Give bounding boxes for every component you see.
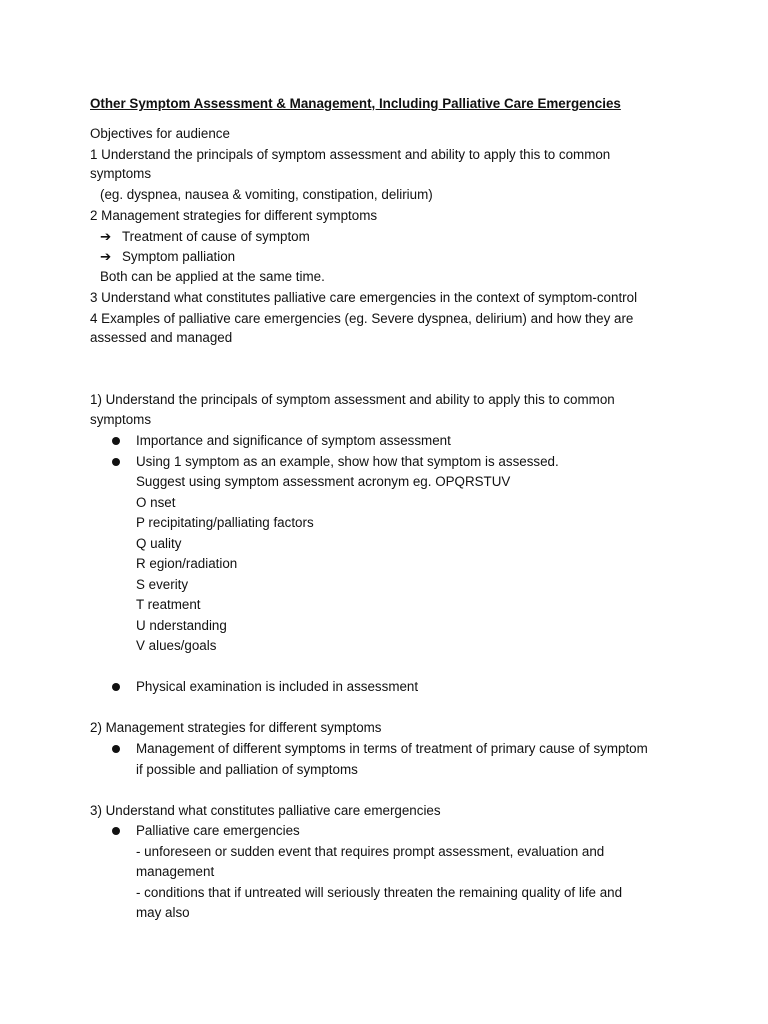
definition-line: - unforeseen or sudden event that requires prompt assessment, evaluation and <box>136 844 605 859</box>
list-item: Management of different symptoms in terms of treatment of primary cause of symptom <box>136 739 648 759</box>
acronym-item: Q uality <box>136 536 182 551</box>
bullet-icon <box>112 745 120 753</box>
objective-1-cont: symptoms <box>90 166 152 181</box>
definition-line: - conditions that if untreated will seriously threaten the remaining quality of life and <box>136 885 623 900</box>
list-item-cont: if possible and palliation of symptoms <box>136 762 358 777</box>
list-item: Importance and significance of symptom assessment <box>136 431 451 451</box>
acronym-item: V alues/goals <box>136 638 217 653</box>
section-1-heading: 1) Understand the principals of symptom assessment and ability to apply this to common <box>90 392 615 407</box>
arrow-right-icon: ➔ <box>100 229 112 244</box>
definition-line: may also <box>136 905 190 920</box>
objective-2-sub-a: ➔ Treatment of cause of symptom <box>100 227 310 247</box>
objective-1-examples: (eg. dyspnea, nausea & vomiting, constipation, delirium) <box>100 187 433 202</box>
document-title: Other Symptom Assessment & Management, Including Palliative Care Emergencies <box>90 96 621 111</box>
acronym-item: T reatment <box>136 597 201 612</box>
list-item: Physical examination is included in assessment <box>136 677 418 697</box>
section-2-heading: 2) Management strategies for different symptoms <box>90 720 382 735</box>
definition-line: management <box>136 864 215 879</box>
objective-2-note: Both can be applied at the same time. <box>100 269 325 284</box>
acronym-item: R egion/radiation <box>136 556 238 571</box>
section-3-heading: 3) Understand what constitutes palliative care emergencies <box>90 803 441 818</box>
objective-4: 4 Examples of palliative care emergencies (eg. Severe dyspnea, delirium) and how they are <box>90 311 634 326</box>
acronym-item: U nderstanding <box>136 618 227 633</box>
list-item: Palliative care emergencies <box>136 821 300 841</box>
objective-4-cont: assessed and managed <box>90 330 233 345</box>
acronym-item: S everity <box>136 577 189 592</box>
bullet-icon <box>112 827 120 835</box>
list-item-cont: Suggest using symptom assessment acronym eg. OPQRSTUV <box>136 474 511 489</box>
list-item: Using 1 symptom as an example, show how that symptom is assessed. <box>136 452 559 472</box>
objective-1: 1 Understand the principals of symptom assessment and ability to apply this to common <box>90 147 611 162</box>
bullet-icon <box>112 458 120 466</box>
bullet-icon <box>112 683 120 691</box>
objective-2: 2 Management strategies for different symptoms <box>90 208 378 223</box>
objective-2-sub-b: ➔ Symptom palliation <box>100 247 235 267</box>
objective-3: 3 Understand what constitutes palliative care emergencies in the context of symptom-control <box>90 290 638 305</box>
objectives-heading: Objectives for audience <box>90 126 230 141</box>
bullet-icon <box>112 437 120 445</box>
arrow-right-icon: ➔ <box>100 249 112 264</box>
section-1-heading-cont: symptoms <box>90 412 152 427</box>
acronym-item: P recipitating/palliating factors <box>136 515 314 530</box>
acronym-item: O nset <box>136 495 176 510</box>
